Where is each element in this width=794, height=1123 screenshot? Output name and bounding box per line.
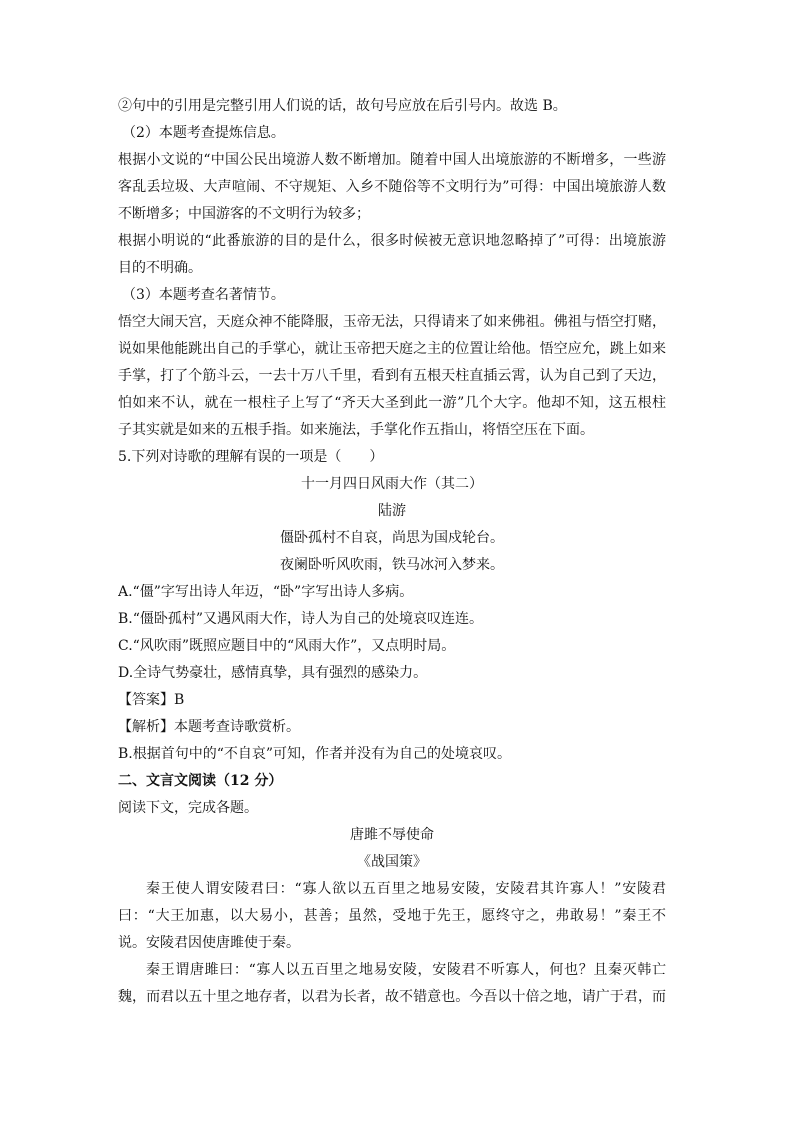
text-line: ②句中的引用是完整引用人们说的话，故句号应放在后引号内。故选 B。 — [118, 98, 567, 114]
section-heading: （3）本题考查名著情节。 — [122, 287, 285, 303]
option-d: D.全诗气势豪壮，感情真挚，具有强烈的感染力。 — [118, 665, 428, 681]
text-line: 子其实就是如来的五根手指。如来施法，手掌化作五指山，将悟空压在下面。 — [118, 422, 594, 438]
poem-author: 陆游 — [378, 503, 406, 519]
text-line: 说如果他能跳出自己的手掌心，就让玉帝把天庭之主的位置让给他。悟空应允，跳上如来 — [118, 341, 666, 357]
passage-source: 《战国策》 — [357, 854, 427, 870]
passage-line: 魏，而君以五十里之地存者，以君为长者，故不错意也。今吾以十倍之地，请广于君，而 — [118, 989, 666, 1005]
poem-line: 僵卧孤村不自哀，尚思为国戍轮台。 — [280, 530, 504, 546]
passage-line: 秦王使人谓安陵君曰：“寡人欲以五百里之地易安陵，安陵君其许寡人！”安陵君 — [146, 881, 666, 897]
section-title: 二、文言文阅读（12 分） — [118, 773, 283, 789]
passage-line: 说。安陵君因使唐雎使于秦。 — [118, 935, 300, 951]
poem-line: 夜阑卧听风吹雨，铁马冰河入梦来。 — [280, 557, 504, 573]
passage-title: 唐雎不辱使命 — [350, 827, 434, 843]
text-line: B.根据首句中的“不自哀”可知，作者并没有为自己的处境哀叹。 — [118, 746, 512, 762]
option-c: C.“风吹雨”既照应题目中的“风雨大作”，又点明时局。 — [118, 638, 456, 654]
passage-line: 秦王谓唐雎曰：“寡人以五百里之地易安陵，安陵君不听寡人，何也？且秦灭韩亡 — [146, 962, 666, 978]
passage-line: 曰：“大王加惠，以大易小，甚善；虽然，受地于先王，愿终守之，弗敢易！”秦王不 — [118, 908, 666, 924]
instruction-line: 阅读下文，完成各题。 — [118, 800, 258, 816]
text-line: 根据小明说的“此番旅游的目的是什么，很多时候被无意识地忽略掉了”可得：出境旅游 — [118, 233, 666, 249]
document-page — [118, 93, 666, 1011]
answer-line: 【答案】B — [118, 692, 185, 708]
text-line: 目的不明确。 — [118, 260, 202, 276]
text-line: 怕如来不认，就在一根柱子上写了“齐天大圣到此一游”几个大字。他却不知，这五根柱 — [118, 395, 666, 411]
option-a: A.“僵”字写出诗人年迈，“卧”字写出诗人多病。 — [118, 584, 414, 600]
analysis-line: 【解析】本题考查诗歌赏析。 — [118, 719, 300, 735]
text-line: 悟空大闹天宫，天庭众神不能降服，玉帝无法，只得请来了如来佛祖。佛祖与悟空打赌， — [118, 314, 666, 330]
question-stem: 5.下列对诗歌的理解有误的一项是（ ） — [118, 449, 384, 465]
text-line: 不断增多；中国游客的不文明行为较多； — [118, 206, 370, 222]
text-line: 根据小文说的“中国公民出境游人数不断增加。随着中国人出境旅游的不断增多，一些游 — [118, 152, 666, 168]
text-line: 客乱丢垃圾、大声喧闹、不守规矩、入乡不随俗等不文明行为”可得：中国出境旅游人数 — [118, 179, 666, 195]
section-heading: （2）本题考查提炼信息。 — [122, 125, 285, 141]
option-b: B.“僵卧孤村”又遇风雨大作，诗人为自己的处境哀叹连连。 — [118, 611, 484, 627]
text-line: 手掌，打了个筋斗云，一去十万八千里，看到有五根天柱直插云霄，认为自己到了天边， — [118, 368, 666, 384]
poem-title: 十一月四日风雨大作（其二） — [301, 476, 483, 492]
